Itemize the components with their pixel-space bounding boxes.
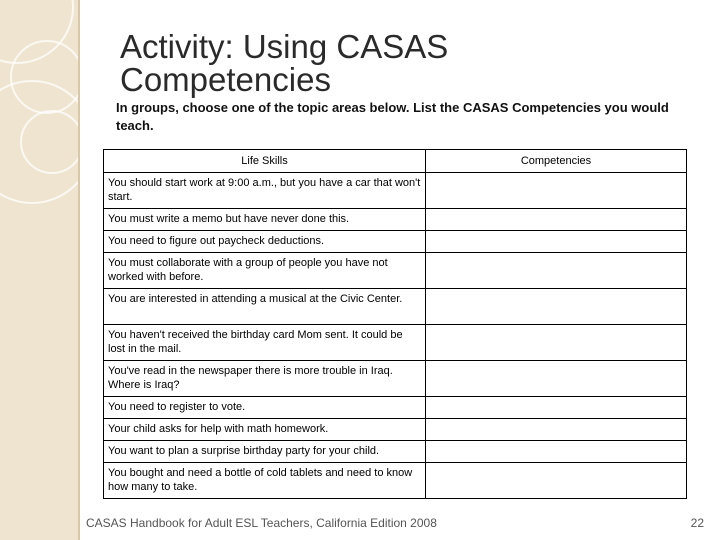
- footer-source: CASAS Handbook for Adult ESL Teachers, California Edition 2008: [86, 516, 437, 530]
- sidebar-divider: [78, 0, 80, 540]
- competency-cell[interactable]: [426, 463, 687, 499]
- slide-title: [120, 30, 600, 96]
- column-header-competencies: Competencies: [426, 150, 687, 173]
- competency-cell[interactable]: [426, 397, 687, 419]
- life-skill-cell: You need to figure out paycheck deductions.: [104, 231, 426, 253]
- life-skill-cell: You are interested in attending a musical at the Civic Center.: [104, 289, 426, 325]
- competency-cell[interactable]: [426, 419, 687, 441]
- life-skill-cell: You must collaborate with a group of people you have not worked with before.: [104, 253, 426, 289]
- life-skill-cell: You haven't received the birthday card Mom sent. It could be lost in the mail.: [104, 325, 426, 361]
- competency-cell[interactable]: [426, 173, 687, 209]
- title-line-1: Activity: Using CASAS: [120, 28, 449, 65]
- instructions: In groups, choose one of the topic areas below. List the CASAS Competencies you would teach.: [116, 100, 669, 133]
- table-row: [104, 419, 687, 441]
- life-skill-cell: You've read in the newspaper there is more trouble in Iraq. Where is Iraq?: [104, 361, 426, 397]
- decorative-sidebar: [0, 0, 78, 540]
- competency-cell[interactable]: [426, 441, 687, 463]
- competency-cell[interactable]: [426, 289, 687, 325]
- table-row: [104, 289, 687, 325]
- competency-cell[interactable]: [426, 361, 687, 397]
- life-skill-cell: You bought and need a bottle of cold tablets and need to know how many to take.: [104, 463, 426, 499]
- table-header-row: [104, 150, 687, 173]
- table-row: [104, 325, 687, 361]
- table-row: [104, 397, 687, 419]
- column-header-life-skills: Life Skills: [104, 150, 426, 173]
- competency-cell[interactable]: [426, 209, 687, 231]
- page-number: 22: [690, 516, 704, 530]
- table-row: [104, 231, 687, 253]
- life-skill-cell: You should start work at 9:00 a.m., but you have a car that won't start.: [104, 173, 426, 209]
- table-row: [104, 209, 687, 231]
- competency-cell[interactable]: [426, 253, 687, 289]
- table-row: [104, 173, 687, 209]
- life-skill-cell: You need to register to vote.: [104, 397, 426, 419]
- decorative-circle: [20, 110, 78, 174]
- life-skill-cell: You want to plan a surprise birthday party for your child.: [104, 441, 426, 463]
- table-row: [104, 441, 687, 463]
- competencies-table: [103, 149, 687, 499]
- competency-cell[interactable]: [426, 325, 687, 361]
- table-row: [104, 253, 687, 289]
- competency-cell[interactable]: [426, 231, 687, 253]
- table-row: [104, 463, 687, 499]
- life-skill-cell: Your child asks for help with math homework.: [104, 419, 426, 441]
- life-skill-cell: You must write a memo but have never done this.: [104, 209, 426, 231]
- title-line-2: Competencies: [120, 61, 331, 98]
- table-row: [104, 361, 687, 397]
